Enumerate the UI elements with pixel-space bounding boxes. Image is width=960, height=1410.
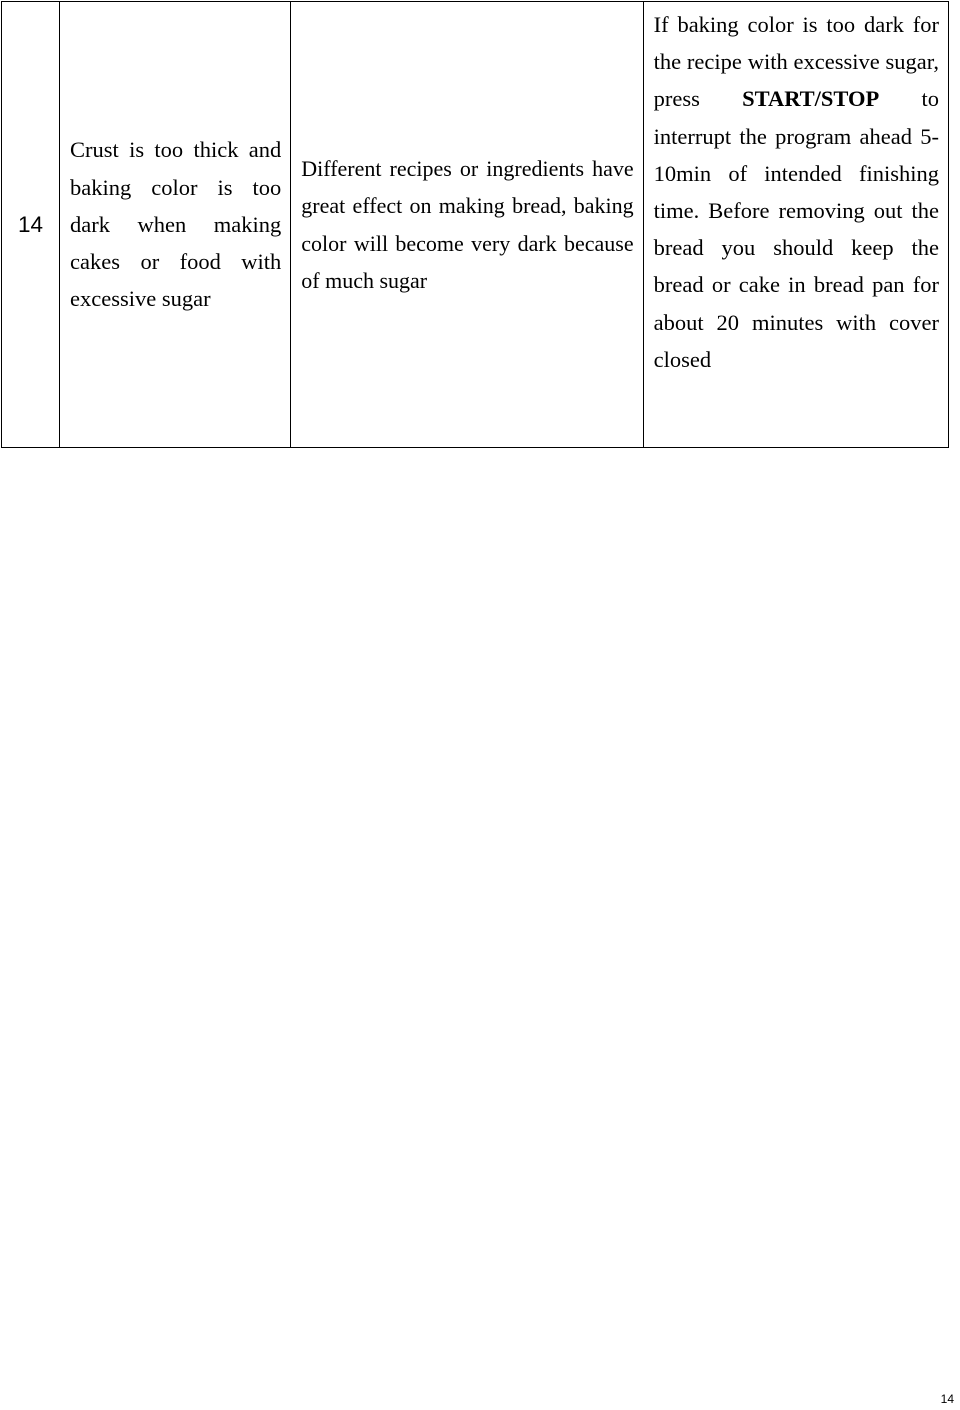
start-stop-term: START/STOP	[742, 86, 880, 112]
troubleshooting-table	[1, 1, 949, 448]
page-number: 14	[940, 1392, 954, 1406]
cause-cell: Different recipes or ingredients have great effect on making bread, baking color will become very dark because of much sugar	[291, 2, 643, 448]
solution-text	[654, 2, 939, 378]
solution-cell	[643, 2, 948, 448]
row-number: 14	[2, 2, 60, 448]
table-row	[2, 2, 949, 448]
solution-text-before: If baking color is too dark for the recipe with excessive sugar, press	[653, 12, 939, 112]
problem-cell: Crust is too thick and baking color is too dark when making cakes or food with excessive sugar	[60, 2, 291, 448]
solution-text-after: to interrupt the program ahead 5-10min of intended finishing time. Before removing out the bread you should keep the bread or cake in bread pan for about 20 minutes with cover closed	[653, 86, 939, 372]
